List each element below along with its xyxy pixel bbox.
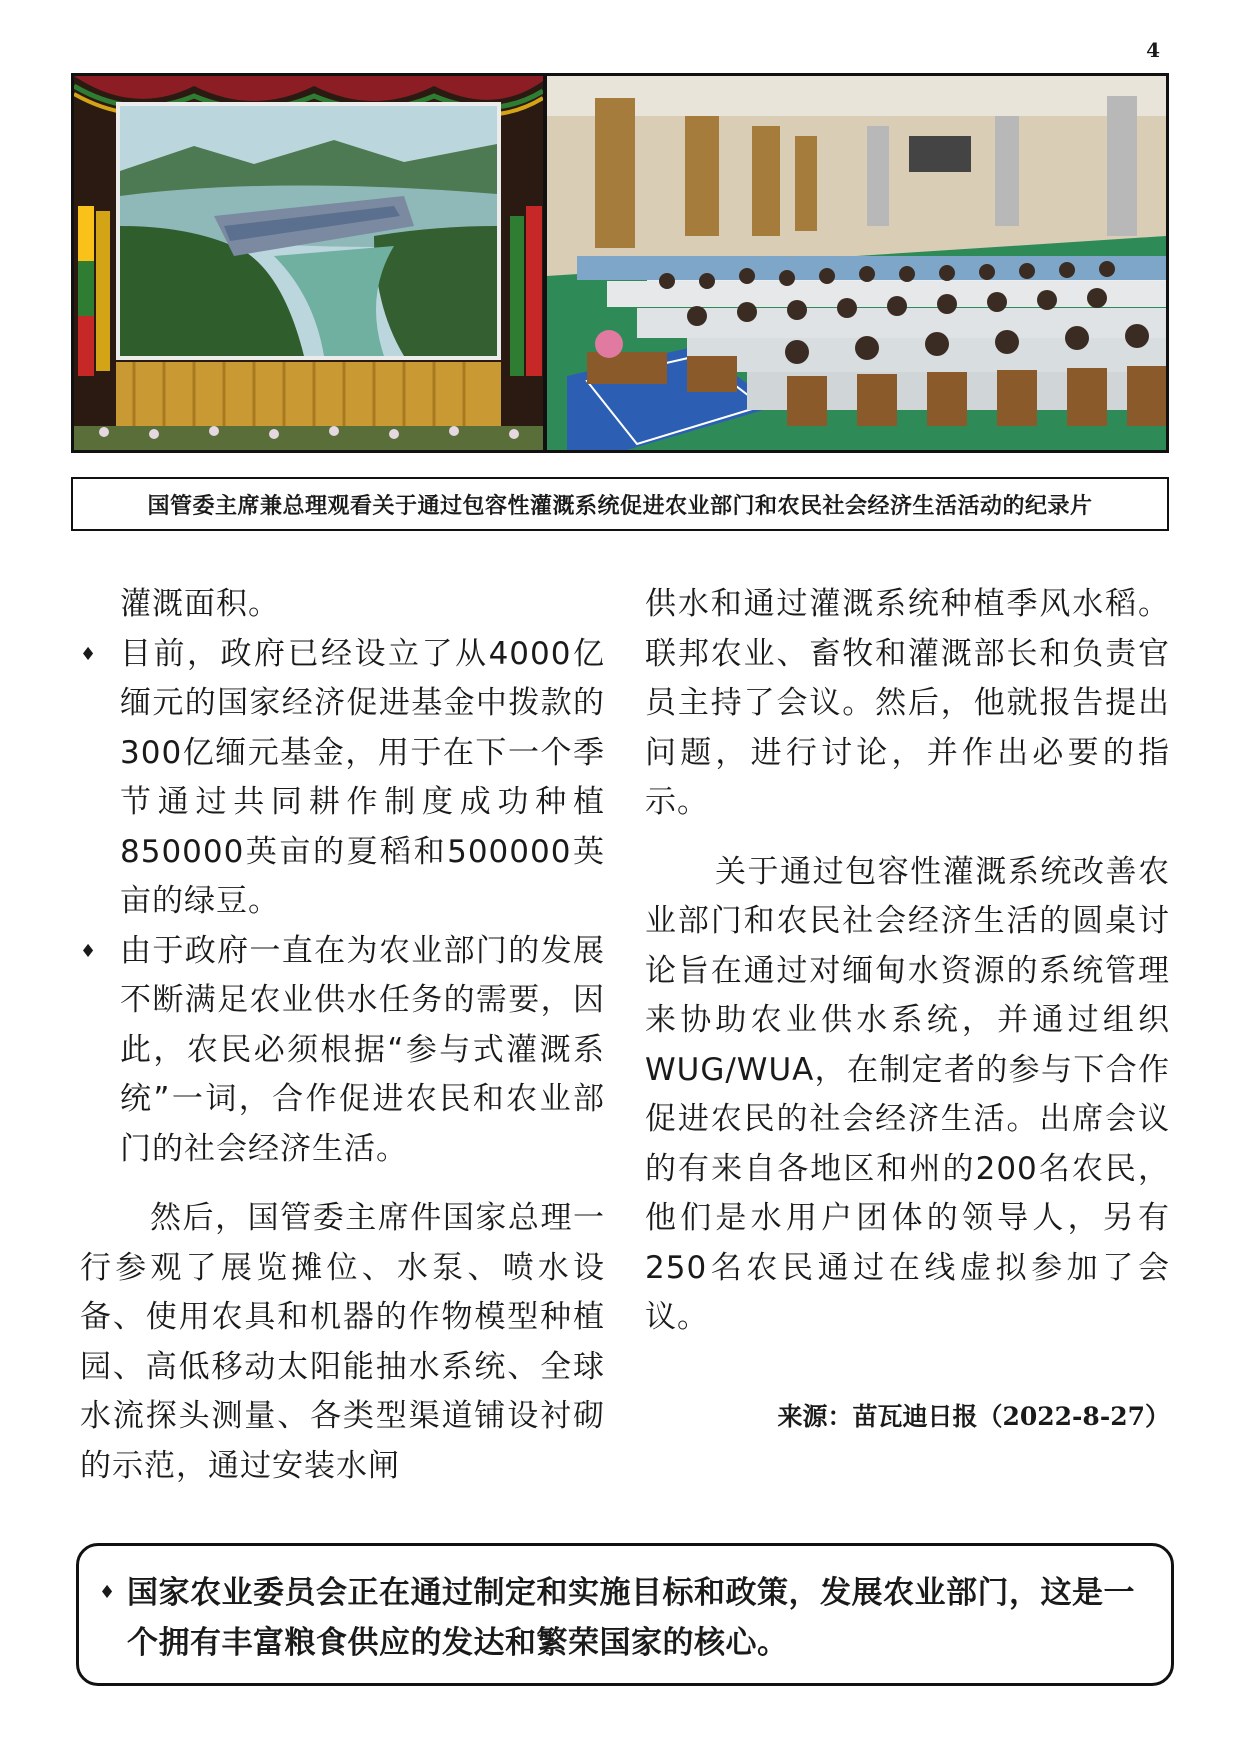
bullet-text: 由于政府一直在为农业部门的发展不断满足农业供水任务的需要，因此，农民必须根据“参与式灌溉系统”一词，合作促进农民和农业部门的社会经济生活。 — [120, 932, 605, 1167]
bullet-text: 目前，政府已经设立了从4000亿缅元的国家经济促进基金中拨款的300亿缅元基金，用于在下一个季节通过共同耕作制度成功种植850000英亩的夏稻和500000英亩的绿豆。 — [120, 635, 605, 919]
left-column — [80, 580, 605, 1491]
right-column — [645, 580, 1170, 1343]
source-citation: 来源：苗瓦迪日报（2022-8-27） — [777, 1402, 1170, 1431]
body-paragraph: 关于通过包容性灌溉系统改善农业部门和农民社会经济生活的圆桌讨论旨在通过对缅甸水资源的系统管理来协助农业供水系统，并通过组织WUG/WUA，在制定者的参与下合作促进农民的社会经济生活。出席会议的有来自各地区和州的200名农民，他们是水用户团体的领导人，另有250名农民通过在线虚拟参加了会议。 — [645, 853, 1170, 1335]
photo-caption: 国管委主席兼总理观看关于通过包容性灌溉系统促进农业部门和农民社会经济生活活动的纪录片 — [71, 477, 1169, 531]
bullet-item — [80, 927, 605, 1175]
body-paragraph: 供水和通过灌溉系统种植季风水稻。联邦农业、畜牧和灌溉部长和负责官员主持了会议。然后，他就报告提出问题，进行讨论，并作出必要的指示。 — [645, 586, 1170, 820]
meeting-hall-audience-photo-icon — [547, 76, 1166, 450]
presentation-screen-photo — [74, 76, 547, 450]
highlight-note-box — [76, 1543, 1174, 1686]
note-text: 国家农业委员会正在通过制定和实施目标和政策，发展农业部门，这是一个拥有丰富粮食供应的发达和繁荣国家的核心。 — [127, 1575, 1135, 1661]
diamond-bullet-icon: ♦ — [80, 940, 98, 962]
photo-strip — [71, 73, 1169, 453]
page-number: 4 — [1146, 38, 1160, 62]
diamond-bullet-icon: ♦ — [80, 643, 98, 665]
continuation-text: 灌溉面积。 — [120, 586, 280, 622]
body-paragraph: 然后，国管委主席件国家总理一行参观了展览摊位、水泵、喷水设备、使用农具和机器的作物模型种植园、高低移动太阳能抽水系统、全球水流探头测量、各类型渠道铺设衬砌的示范，通过安装水闸 — [80, 1200, 605, 1484]
diamond-bullet-icon: ♦ — [99, 1582, 116, 1603]
bullet-item — [80, 630, 605, 927]
presentation-screen-dam-photo-icon — [74, 76, 543, 450]
meeting-hall-photo — [547, 76, 1166, 450]
